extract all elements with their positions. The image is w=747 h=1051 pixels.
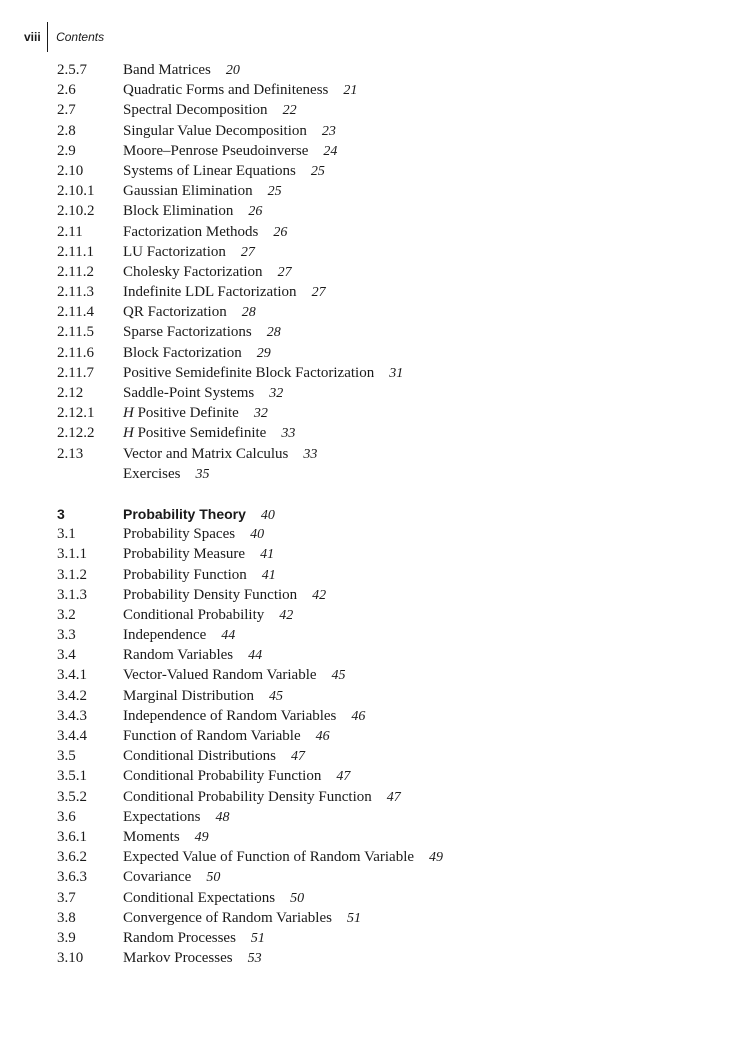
- entry-page: 51: [250, 930, 265, 946]
- entry-number: 3.5: [57, 748, 76, 765]
- entry-page: 40: [250, 527, 265, 543]
- entry-number: 3.4.4: [57, 728, 87, 744]
- entry-page: 32: [269, 386, 284, 401]
- entry-page: 46: [315, 729, 330, 744]
- entry-number: 3.1: [57, 526, 76, 543]
- entry-number: 3.1.1: [57, 546, 87, 563]
- entry-title: Exercises: [123, 465, 181, 482]
- toc-entry[interactable]: [57, 80, 717, 100]
- entry-number: 3.1.2: [57, 566, 87, 583]
- toc-chapter-entry[interactable]: [57, 504, 717, 524]
- entry-page: 27: [311, 285, 326, 301]
- toc-entry[interactable]: [57, 787, 717, 807]
- entry-page: 45: [331, 668, 346, 684]
- entry-page: 29: [256, 345, 271, 361]
- chapter-title: Probability Theory: [123, 505, 246, 522]
- entry-title: Covariance: [123, 869, 192, 886]
- toc-entry[interactable]: [57, 827, 717, 847]
- toc-entry[interactable]: [57, 322, 717, 342]
- toc-entry[interactable]: [57, 464, 717, 484]
- entry-title: Probability Measure: [123, 546, 246, 563]
- entry-number: 3.6: [57, 808, 76, 825]
- entry-number: 3.10: [57, 950, 84, 967]
- toc-entry[interactable]: [57, 948, 717, 968]
- entry-page: 23: [321, 123, 336, 139]
- entry-number: 3.5.1: [57, 768, 87, 785]
- entry-title: Markov Processes: [123, 950, 233, 967]
- entry-number: 3.2: [57, 606, 76, 623]
- toc-entry[interactable]: [57, 908, 717, 928]
- entry-title: Probability Function: [123, 566, 247, 583]
- entry-number: 3.6.3: [57, 869, 87, 886]
- entry-title: Moore–Penrose Pseudoinverse: [123, 142, 309, 159]
- entry-title: Function of Random Variable: [123, 728, 301, 744]
- entry-title: Expectations: [123, 808, 201, 825]
- entry-page: 46: [351, 708, 366, 724]
- toc-entry[interactable]: [57, 302, 717, 322]
- entry-page: 42: [279, 607, 294, 623]
- entry-page: 31: [389, 365, 404, 381]
- toc-section-chapter-2: [57, 60, 717, 484]
- entry-page: 26: [248, 204, 263, 220]
- entry-page: 44: [248, 648, 263, 664]
- toc-entry[interactable]: [57, 222, 717, 242]
- entry-number: 3.3: [57, 627, 76, 644]
- entry-title: H Positive Definite: [123, 405, 239, 422]
- toc-entry[interactable]: [57, 625, 717, 645]
- entry-title: Conditional Probability: [123, 606, 265, 623]
- entry-title: Band Matrices: [123, 62, 211, 78]
- toc-entry[interactable]: [57, 282, 717, 302]
- entry-page: 22: [282, 103, 297, 119]
- toc-entry[interactable]: [57, 121, 717, 141]
- entry-number: 3.1.3: [57, 586, 87, 603]
- entry-title: H Positive Semidefinite: [123, 425, 267, 442]
- entry-number: 2.11.2: [57, 263, 94, 280]
- toc-entry[interactable]: [57, 565, 717, 585]
- toc-entry[interactable]: [57, 363, 717, 383]
- chapter-page: 40: [260, 507, 275, 523]
- entry-title: Independence of Random Variables: [123, 707, 337, 724]
- entry-title: Vector and Matrix Calculus: [123, 445, 289, 462]
- toc-entry[interactable]: [57, 645, 717, 665]
- entry-page: 42: [312, 587, 327, 603]
- toc-entry[interactable]: [57, 100, 717, 120]
- entry-title: Conditional Distributions: [123, 748, 276, 765]
- toc-entry[interactable]: [57, 403, 717, 423]
- entry-number: 2.8: [57, 122, 76, 139]
- entry-number: 2.9: [57, 142, 76, 159]
- toc-entry[interactable]: [57, 60, 717, 80]
- entry-page: 47: [386, 789, 401, 805]
- entry-page: 26: [273, 224, 288, 240]
- entry-title: Quadratic Forms and Definiteness: [123, 82, 329, 99]
- entry-page: 50: [206, 870, 221, 886]
- entry-page: 28: [266, 325, 281, 341]
- toc-entry[interactable]: [57, 928, 717, 948]
- entry-title: Expected Value of Function of Random Variable: [123, 849, 415, 866]
- entry-title: Conditional Expectations: [123, 889, 276, 906]
- entry-number: 3.4.2: [57, 687, 87, 704]
- entry-title: Saddle-Point Systems: [123, 385, 255, 401]
- entry-number: 3.7: [57, 889, 76, 906]
- entry-page: 27: [240, 244, 255, 260]
- entry-number: 2.10.2: [57, 203, 95, 220]
- toc-entry[interactable]: [57, 867, 717, 887]
- entry-title: Random Processes: [123, 929, 236, 946]
- entry-number: 2.10.1: [57, 183, 95, 200]
- entry-title: Probability Spaces: [123, 526, 236, 543]
- entry-page: 28: [241, 305, 256, 321]
- running-head: [24, 22, 104, 52]
- entry-number: 2.13: [57, 445, 84, 462]
- chapter-number: 3: [57, 505, 65, 522]
- toc-entry[interactable]: [57, 726, 717, 746]
- entry-number: 3.5.2: [57, 788, 87, 805]
- entry-number: 3.6.2: [57, 849, 87, 866]
- entry-number: 2.11.4: [57, 304, 94, 321]
- entry-page: 47: [336, 769, 351, 785]
- entry-title: Vector-Valued Random Variable: [123, 667, 317, 684]
- entry-number: 3.4.3: [57, 707, 87, 724]
- entry-page: 35: [195, 466, 210, 482]
- toc-entry[interactable]: [57, 524, 717, 544]
- section-gap: [57, 484, 717, 504]
- entry-number: 3.8: [57, 909, 76, 926]
- entry-page: 33: [281, 426, 296, 442]
- entry-page: 41: [260, 547, 275, 563]
- entry-title: QR Factorization: [123, 304, 227, 321]
- entry-title: Random Variables: [123, 647, 234, 664]
- entry-title: Convergence of Random Variables: [123, 909, 332, 926]
- entry-number: 3.9: [57, 929, 76, 946]
- entry-page: 47: [290, 749, 305, 765]
- entry-page: 48: [215, 809, 230, 825]
- toc-entry[interactable]: [57, 423, 717, 443]
- toc-entry[interactable]: [57, 141, 717, 161]
- entry-title: Indefinite LDL Factorization: [123, 284, 297, 301]
- entry-page: 50: [290, 890, 305, 906]
- toc-entry[interactable]: [57, 585, 717, 605]
- toc-entry[interactable]: [57, 888, 717, 908]
- entry-page: 41: [261, 567, 276, 583]
- entry-page: 21: [343, 83, 358, 99]
- entry-number: 2.11.3: [57, 284, 94, 301]
- toc-entry[interactable]: [57, 686, 717, 706]
- entry-title: Systems of Linear Equations: [123, 162, 296, 179]
- toc-entry[interactable]: [57, 242, 717, 262]
- entry-page: 44: [221, 628, 236, 644]
- entry-title: Positive Semidefinite Block Factorization: [123, 364, 375, 381]
- toc-entry[interactable]: [57, 201, 717, 221]
- entry-title: Moments: [123, 828, 180, 845]
- entry-page: 20: [225, 63, 240, 78]
- entry-number: 2.11.1: [57, 243, 94, 260]
- entry-number: 2.11.5: [57, 324, 94, 341]
- entry-number: 3.4: [57, 647, 76, 664]
- toc-entry[interactable]: [57, 343, 717, 363]
- toc-entry[interactable]: [57, 383, 717, 403]
- entry-page: 45: [268, 688, 283, 704]
- entry-page: 25: [310, 163, 325, 179]
- entry-title: Sparse Factorizations: [123, 324, 252, 341]
- entry-number: 2.5.7: [57, 62, 87, 78]
- toc-entry[interactable]: [57, 262, 717, 282]
- entry-title: Factorization Methods: [123, 223, 259, 240]
- toc-entry[interactable]: [57, 807, 717, 827]
- entry-title: Spectral Decomposition: [123, 102, 268, 119]
- entry-number: 2.12.1: [57, 405, 95, 422]
- entry-number: 2.7: [57, 102, 76, 119]
- entry-number: 2.12: [57, 385, 84, 401]
- entry-title: Conditional Probability Density Function: [123, 788, 372, 805]
- toc-entry[interactable]: [57, 544, 717, 564]
- toc-entry[interactable]: [57, 181, 717, 201]
- entry-number: 2.6: [57, 82, 76, 99]
- entry-page: 49: [194, 829, 209, 845]
- entry-number: 3.6.1: [57, 828, 87, 845]
- toc-entry[interactable]: [57, 706, 717, 726]
- entry-number: 2.12.2: [57, 425, 95, 442]
- entry-page: 53: [247, 951, 262, 967]
- toc-entry[interactable]: [57, 444, 717, 464]
- entry-number: 2.11.6: [57, 344, 94, 361]
- running-title: Contents: [56, 30, 105, 44]
- entry-page: 49: [429, 850, 444, 866]
- entry-page: 32: [253, 406, 268, 422]
- toc-entry[interactable]: [57, 665, 717, 685]
- entry-page: 24: [323, 143, 338, 159]
- entry-number: 2.11: [57, 223, 83, 240]
- entry-title: Independence: [123, 627, 207, 644]
- toc-entry[interactable]: [57, 161, 717, 181]
- page-number: viii: [24, 30, 41, 44]
- entry-title: Marginal Distribution: [123, 687, 254, 704]
- entry-title: Conditional Probability Function: [123, 768, 322, 785]
- toc-section-chapter-3: [57, 524, 717, 968]
- entry-number: 3.4.1: [57, 667, 87, 684]
- entry-title: Cholesky Factorization: [123, 263, 263, 280]
- entry-page: 33: [303, 446, 318, 462]
- toc-entry[interactable]: [57, 847, 717, 867]
- entry-title: Singular Value Decomposition: [123, 122, 307, 139]
- toc-entry[interactable]: [57, 605, 717, 625]
- entry-title: Gaussian Elimination: [123, 183, 253, 200]
- entry-page: 51: [346, 910, 361, 926]
- entry-title: Block Factorization: [123, 344, 242, 361]
- table-of-contents: [57, 60, 717, 968]
- entry-page: 25: [267, 184, 282, 200]
- toc-entry[interactable]: [57, 746, 717, 766]
- entry-page: 27: [277, 264, 292, 280]
- entry-title: Probability Density Function: [123, 586, 298, 603]
- entry-title: LU Factorization: [123, 243, 226, 260]
- entry-number: 2.11.7: [57, 364, 94, 381]
- entry-title: Block Elimination: [123, 203, 234, 220]
- entry-number: 2.10: [57, 162, 84, 179]
- toc-entry[interactable]: [57, 766, 717, 786]
